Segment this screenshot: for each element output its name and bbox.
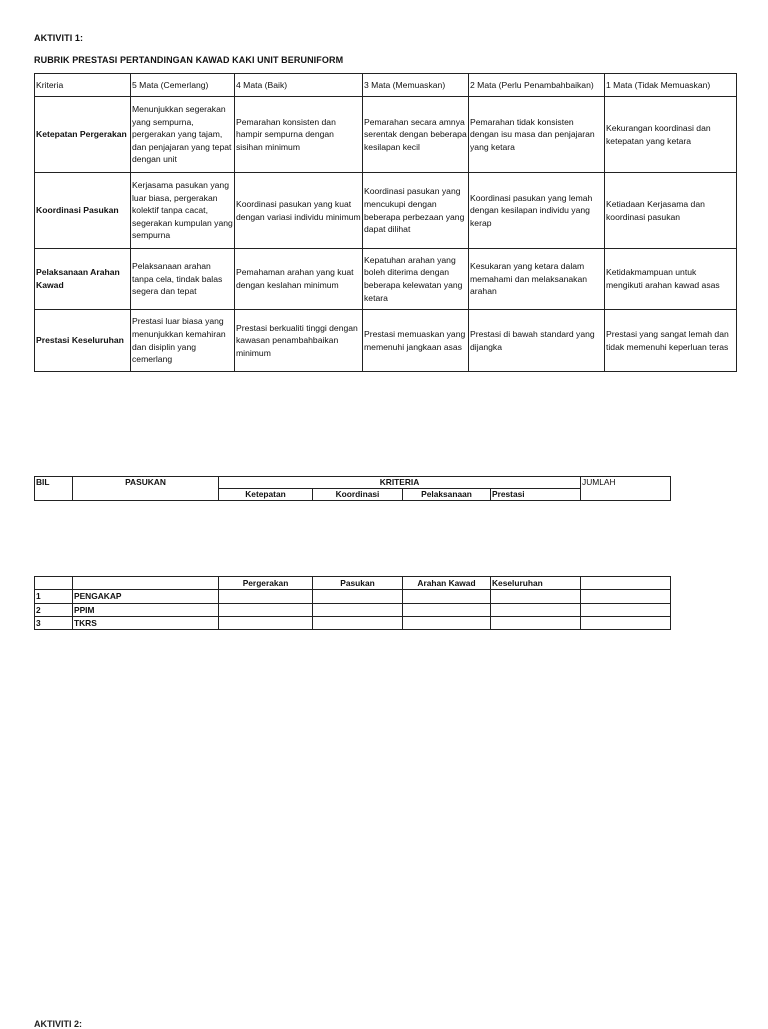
kriteria-subheader: Koordinasi xyxy=(313,489,403,501)
rubric-cell: Pemarahan tidak konsisten dengan isu masa dan penjajaran yang ketara xyxy=(469,97,605,173)
summary-cell xyxy=(403,603,491,616)
rubric-cell: Kekurangan koordinasi dan ketepatan yang ketara xyxy=(605,97,737,173)
next-activity-heading: AKTIVITI 2: xyxy=(34,1019,83,1029)
jumlah-header: JUMLAH xyxy=(581,477,671,501)
rubric-cell: Prestasi luar biasa yang menunjukkan kemahiran dan disiplin yang cemerlang xyxy=(131,310,235,372)
rubric-cell: Ketidakmampuan untuk mengikuti arahan kawad asas xyxy=(605,249,737,310)
summary-cell xyxy=(403,590,491,603)
rubric-cell: Pemarahan konsisten dan hampir sempurna dengan sisihan minimum xyxy=(235,97,363,173)
rubric-row xyxy=(35,173,737,249)
summary-row xyxy=(35,590,671,603)
summary-cell xyxy=(581,603,671,616)
rubric-cell: Kepatuhan arahan yang boleh diterima dengan beberapa kelewatan yang ketara xyxy=(363,249,469,310)
summary-team-name: TKRS xyxy=(73,616,219,629)
rubric-header-cell: 4 Mata (Baik) xyxy=(235,74,363,97)
pasukan-header: PASUKAN xyxy=(73,477,219,501)
rubric-criterion: Koordinasi Pasukan xyxy=(35,173,131,249)
rubric-cell: Kesukaran yang ketara dalam memahami dan melaksanakan arahan xyxy=(469,249,605,310)
summary-row-number: 1 xyxy=(35,590,73,603)
summary-cell xyxy=(581,577,671,590)
summary-cell xyxy=(313,603,403,616)
rubric-row xyxy=(35,97,737,173)
score-table xyxy=(34,476,671,501)
summary-header-row xyxy=(35,577,671,590)
rubric-cell: Pemahaman arahan yang kuat dengan keslahan minimum xyxy=(235,249,363,310)
kriteria-subheader: Pelaksanaan xyxy=(403,489,491,501)
summary-cell xyxy=(403,616,491,629)
summary-cell xyxy=(581,590,671,603)
rubric-criterion: Prestasi Keseluruhan xyxy=(35,310,131,372)
rubric-cell: Pelaksanaan arahan tanpa cela, tindak balas segera dan tepat xyxy=(131,249,235,310)
rubric-cell: Kerjasama pasukan yang luar biasa, pergerakan kolektif tanpa cacat, segerakan kumpulan yang sempurna xyxy=(131,173,235,249)
rubric-cell: Ketiadaan Kerjasama dan koordinasi pasukan xyxy=(605,173,737,249)
kriteria-subheader: Prestasi xyxy=(491,489,581,501)
summary-header-cell: Pasukan xyxy=(313,577,403,590)
activity-heading: AKTIVITI 1: xyxy=(34,33,84,43)
summary-row-number: 2 xyxy=(35,603,73,616)
summary-cell xyxy=(491,603,581,616)
summary-team-name: PENGAKAP xyxy=(73,590,219,603)
rubric-cell: Koordinasi pasukan yang kuat dengan variasi individu minimum xyxy=(235,173,363,249)
summary-cell xyxy=(313,590,403,603)
summary-cell xyxy=(491,590,581,603)
summary-row-number: 3 xyxy=(35,616,73,629)
rubric-table xyxy=(34,73,737,372)
rubric-header-cell: 1 Mata (Tidak Memuaskan) xyxy=(605,74,737,97)
rubric-cell: Prestasi yang sangat lemah dan tidak memenuhi keperluan teras xyxy=(605,310,737,372)
rubric-cell: Koordinasi pasukan yang mencukupi dengan beberapa perbezaan yang dapat dilihat xyxy=(363,173,469,249)
summary-cell xyxy=(73,577,219,590)
kriteria-subheader: Ketepatan xyxy=(219,489,313,501)
rubric-header-cell: 2 Mata (Perlu Penambahbaikan) xyxy=(469,74,605,97)
summary-cell xyxy=(219,590,313,603)
summary-row xyxy=(35,603,671,616)
summary-cell xyxy=(313,616,403,629)
rubric-row xyxy=(35,249,737,310)
rubric-header-cell: 5 Mata (Cemerlang) xyxy=(131,74,235,97)
rubric-row xyxy=(35,310,737,372)
summary-header-cell: Pergerakan xyxy=(219,577,313,590)
bil-header: BIL xyxy=(35,477,73,501)
kriteria-header: KRITERIA xyxy=(219,477,581,489)
summary-table xyxy=(34,576,671,630)
rubric-cell: Pemarahan secara amnya serentak dengan beberapa kesilapan kecil xyxy=(363,97,469,173)
rubric-title: RUBRIK PRESTASI PERTANDINGAN KAWAD KAKI UNIT BERUNIFORM xyxy=(34,55,344,65)
rubric-cell: Prestasi berkualiti tinggi dengan kawasan penambahbaikan minimum xyxy=(235,310,363,372)
rubric-cell: Menunjukkan segerakan yang sempurna, pergerakan yang tajam, dan penjajaran yang tepat dengan unit xyxy=(131,97,235,173)
rubric-cell: Koordinasi pasukan yang lemah dengan kesilapan individu yang kerap xyxy=(469,173,605,249)
summary-cell xyxy=(491,616,581,629)
summary-row xyxy=(35,616,671,629)
summary-cell xyxy=(219,616,313,629)
summary-cell xyxy=(35,577,73,590)
rubric-cell: Prestasi di bawah standard yang dijangka xyxy=(469,310,605,372)
summary-cell xyxy=(581,616,671,629)
summary-header-cell: Arahan Kawad xyxy=(403,577,491,590)
rubric-header-cell: 3 Mata (Memuaskan) xyxy=(363,74,469,97)
summary-team-name: PPIM xyxy=(73,603,219,616)
rubric-criterion: Pelaksanaan Arahan Kawad xyxy=(35,249,131,310)
rubric-cell: Prestasi memuaskan yang memenuhi jangkaan asas xyxy=(363,310,469,372)
rubric-header-row xyxy=(35,74,737,97)
rubric-criterion: Ketepatan Pergerakan xyxy=(35,97,131,173)
summary-cell xyxy=(219,603,313,616)
score-header-row xyxy=(35,477,671,489)
rubric-header-cell: Kriteria xyxy=(35,74,131,97)
summary-header-cell: Keseluruhan xyxy=(491,577,581,590)
